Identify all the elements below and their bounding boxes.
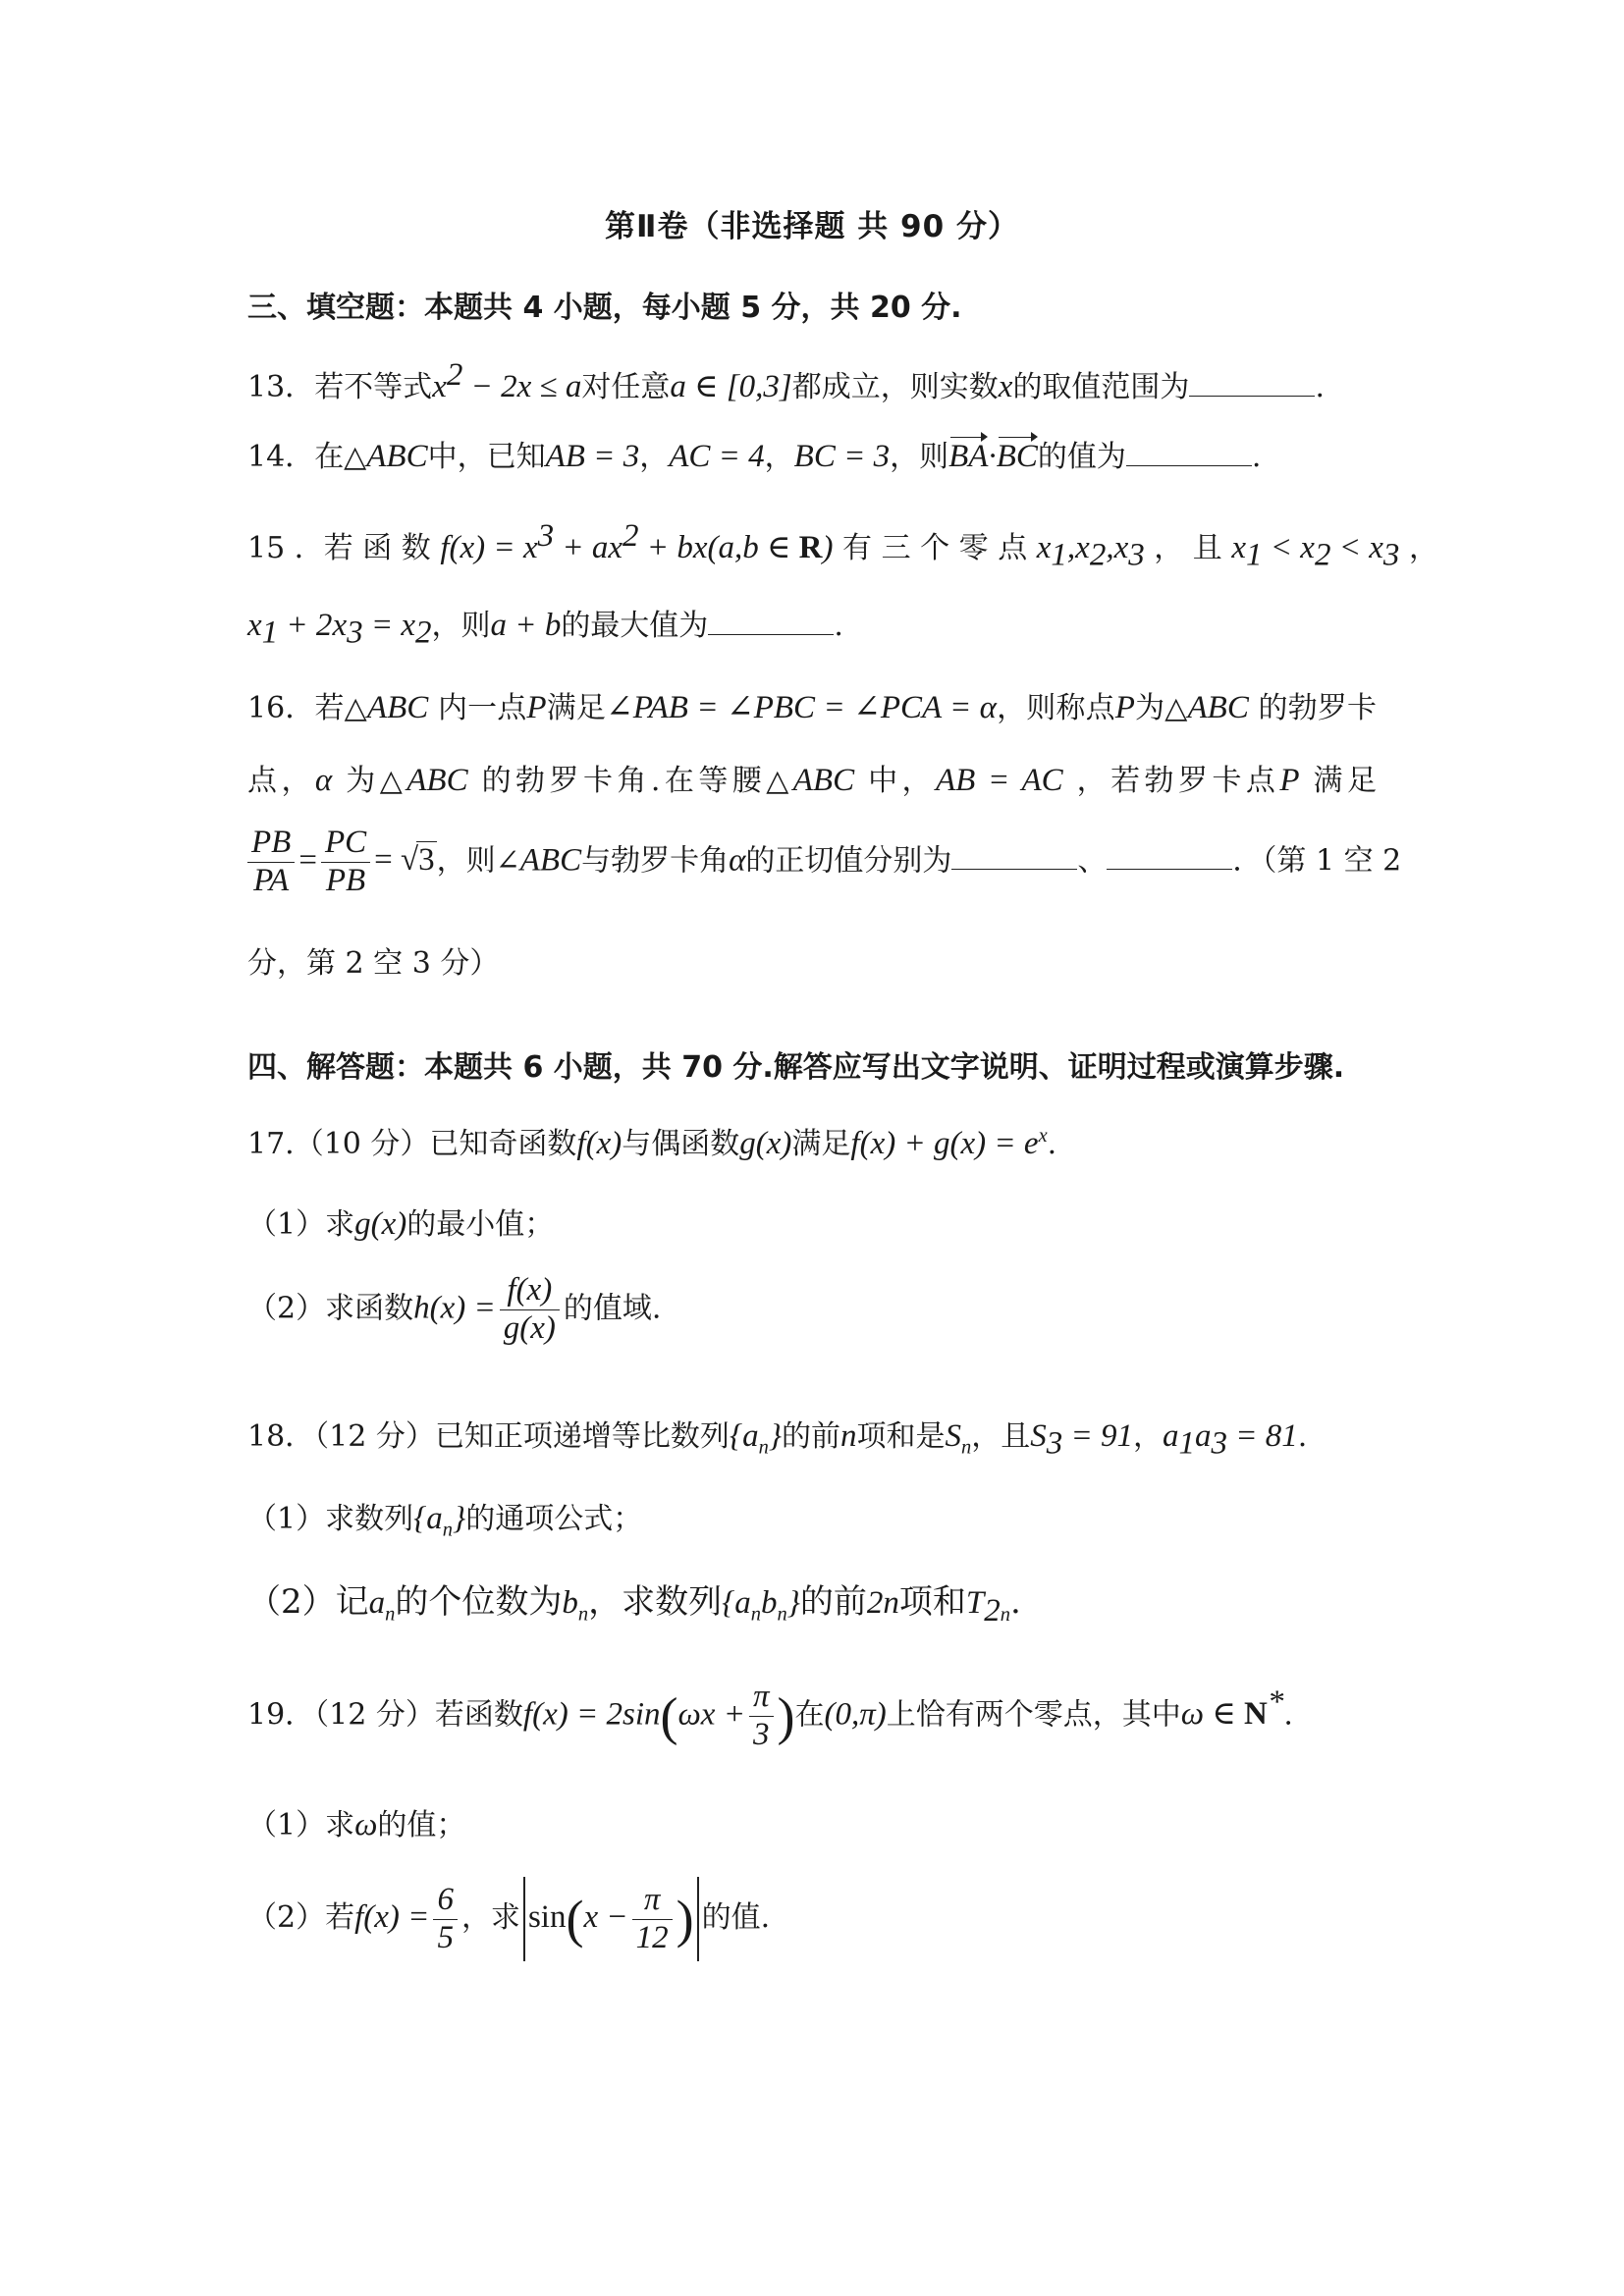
question-17-part-2: （2）求函数h(x) = $\frac{f(x)}{g(x)}$ 的值域.	[247, 1272, 662, 1346]
question-19-part-1: （1）求ω的值；	[247, 1807, 466, 1842]
answer-blank-1	[951, 847, 1077, 870]
answer-blank	[708, 613, 834, 635]
page-title: 第Ⅱ卷（非选择题 共 90 分）	[605, 209, 1019, 244]
question-18: 18．（12 分）已知正项递增等比数列$\{a_n\}$的前n项和是$S_n$，且$S_3 = 91$，$a_1a_3 = 81$.	[247, 1418, 1308, 1462]
question-16-line-4: 分，第 2 空 3 分）	[247, 946, 500, 981]
answer-blank	[1126, 444, 1252, 466]
section-fill-in-heading: 三、填空题：本题共 4 小题，每小题 5 分，共 20 分.	[247, 291, 962, 325]
question-16: 16．若△ABC 内一点P满足∠PAB = ∠PBC = ∠PCA = α，则称点P为△ABC 的勃罗卡	[247, 690, 1378, 725]
answer-blank	[1189, 374, 1315, 397]
question-19: 19．（12 分）若函数f(x) = 2sin(ωx + $\frac{\pi}{3}$ )在(0,π)上恰有两个零点，其中ω ∈ N*.	[247, 1679, 1293, 1752]
question-18-part-2: （2）记$a_n$的个位数为$b_n$，求数列$\{a_nb_n\}$的前2n项和$T_{2n}$.	[247, 1582, 1021, 1629]
answer-blank-2	[1107, 847, 1232, 870]
question-17-part-1: （1）求g(x)的最小值；	[247, 1206, 555, 1242]
question-17: 17.（10 分）已知奇函数f(x)与偶函数g(x)满足$f(x) + g(x) = e^x$.	[247, 1125, 1057, 1161]
question-18-part-1: （1）求数列$\{a_n\}$的通项公式；	[247, 1501, 643, 1541]
question-14: 14．在△ABC中，已知AB = 3，AC = 4，BC = 3，则BA·BC的值为 .	[247, 439, 1262, 474]
question-16-line-2: 点，α 为△ABC 的勃罗卡角.在等腰△ABC 中，AB = AC ，若勃罗卡点P 满足	[247, 763, 1377, 798]
section-answer-heading: 四、解答题：本题共 6 小题，共 70 分.解答应写出文字说明、证明过程或演算步骤.	[247, 1050, 1345, 1085]
question-15: 15 ．若 函 数 $f(x) = x^3 + ax^2 + bx(a,b$ ∈ R) 有 三 个 零 点 $x_1,x_2,x_3$ ， 且 $x_1 < x_2 < x_3$ ，	[247, 518, 1438, 573]
question-16-line-3: $\frac{PB}{PA}$ = $\frac{PC}{PB}$ = √3，则∠ABC与勃罗卡角α的正切值分别为 、 ．（第 1 空 2	[247, 825, 1401, 900]
question-19-part-2: （2）若f(x) = $\frac{6}{5}$ ，求 sin(x − $\frac{\pi}{12}$ ) 的值.	[247, 1877, 770, 1961]
question-13: 13．若不等式$x^2 - 2x \le a$对任意a ∈ [0,3]都成立，则实数x的取值范围为 .	[247, 357, 1325, 404]
question-15-line-2: $x_1 + 2x_3 = x_2$，则a + b的最大值为 .	[247, 608, 843, 651]
